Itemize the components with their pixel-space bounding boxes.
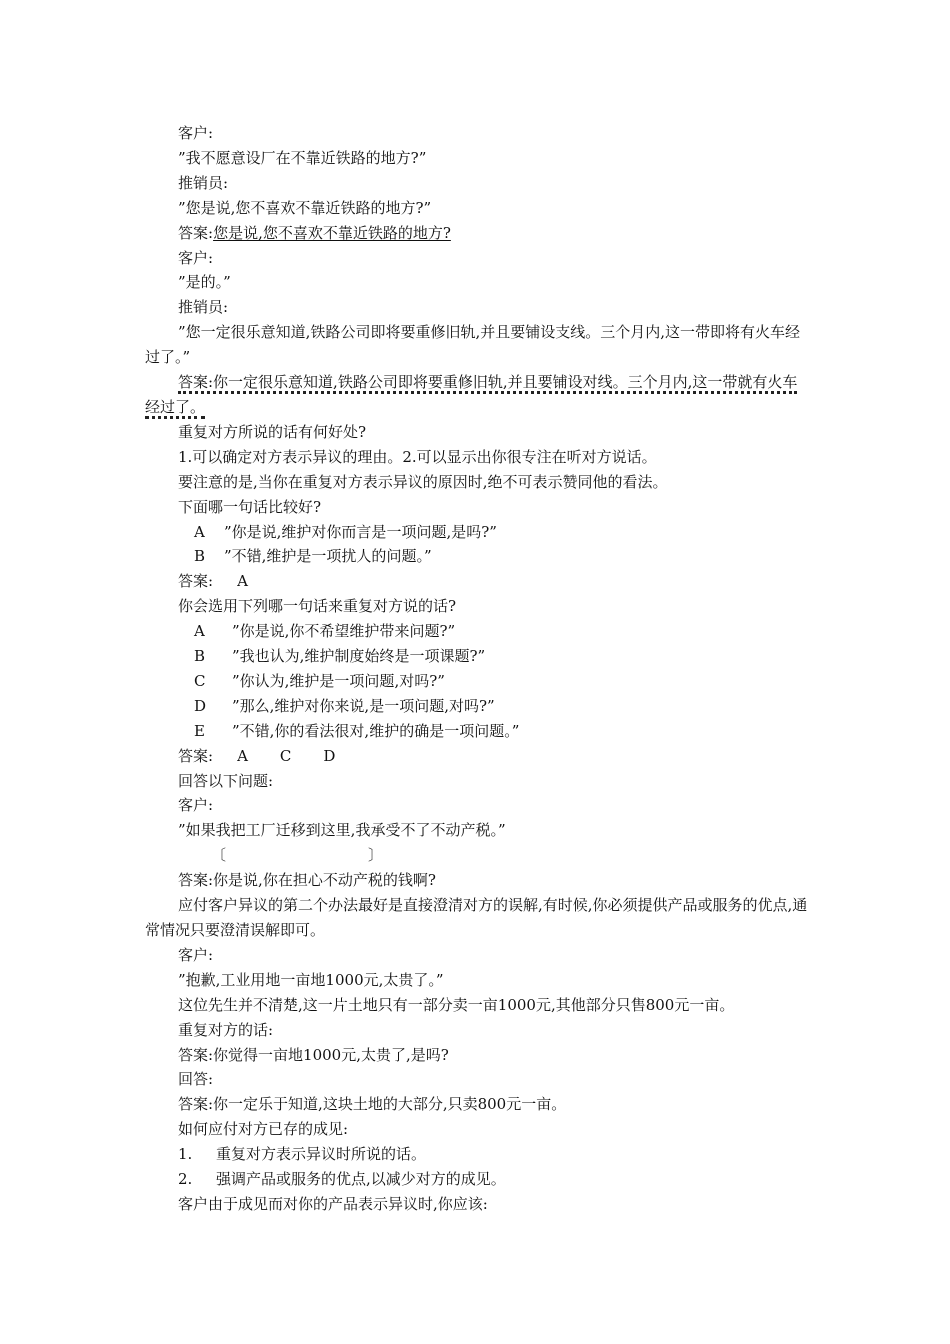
answer-line	[145, 744, 810, 769]
answer-line: 答案:你觉得一亩地1000元,太贵了,是吗?	[178, 1045, 449, 1064]
answer-value: A	[237, 572, 248, 591]
paragraph: 这位先生并不清楚,这一片土地只有一部分卖一亩1000元,其他部分只售800元一亩。	[178, 995, 735, 1014]
option-row	[145, 694, 810, 719]
option-row	[145, 644, 810, 669]
customer-quote: ”如果我把工厂迁移到这里,我承受不了不动产税。”	[178, 821, 506, 840]
benefits-line: 1.可以确定对方表示异议的理由。2.可以显示出你很专注在听对方说话。	[178, 447, 657, 466]
bracket-open: 〔	[211, 846, 227, 865]
option-text: ”不错,维护是一项扰人的问题。”	[224, 547, 432, 566]
list-item	[145, 1167, 810, 1192]
option-row	[145, 669, 810, 694]
speaker-customer: 客户:	[178, 248, 214, 267]
option-text: ”你认为,维护是一项问题,对吗?”	[232, 671, 445, 690]
section-heading: 重复对方的话:	[178, 1020, 274, 1039]
answer-line	[145, 221, 810, 246]
question-2: 你会选用下列哪一句话来重复对方说的话?	[178, 597, 457, 616]
note-line: 要注意的是,当你在重复对方表示异议的原因时,绝不可表示赞同他的看法。	[178, 472, 668, 491]
option-text: ”我也认为,维护制度始终是一项课题?”	[232, 647, 486, 666]
speaker-customer: 客户:	[178, 124, 214, 142]
option-row	[145, 619, 810, 644]
list-item	[145, 1142, 810, 1167]
option-row	[145, 544, 810, 569]
answer-line: 答案:你一定乐于知道,这块土地的大部分,只卖800元一亩。	[178, 1095, 567, 1114]
option-text: ”你是说,你不希望维护带来问题?”	[232, 622, 456, 641]
option-text: ”不错,你的看法很对,维护的确是一项问题。”	[232, 721, 520, 740]
answer-underlined: 您是说,您不喜欢不靠近铁路的地方?	[213, 223, 451, 242]
option-letter: B	[194, 647, 206, 666]
customer-quote: ”我不愿意设厂在不靠近铁路的地方?”	[178, 148, 427, 167]
question-1: 下面哪一句话比较好?	[178, 497, 322, 516]
paragraph: 应付客户异议的第二个办法最好是直接澄清对方的误解,有时候,你必须提供产品或服务的优点,通常情况只要澄清误解即可。	[145, 896, 808, 939]
document-page	[145, 121, 810, 1217]
list-text: 强调产品或服务的优点,以减少对方的成见。	[216, 1170, 506, 1189]
option-letter: B	[194, 547, 206, 566]
option-letter: A	[194, 522, 205, 541]
option-letter: E	[194, 721, 205, 740]
option-text: ”你是说,维护对你而言是一项问题,是吗?”	[224, 522, 497, 541]
answer-value: A	[237, 746, 248, 765]
answer-dotted	[145, 370, 810, 420]
dotted-answer-text: 答案:你一定很乐意知道,铁路公司即将要重修旧轨,并且要铺设对线。三个月内,这一带就有火车经过了。	[145, 373, 797, 419]
speaker-customer: 客户:	[178, 796, 214, 815]
speaker-customer: 客户:	[178, 945, 214, 964]
blank-bracket	[145, 843, 810, 868]
option-letter: A	[194, 622, 205, 641]
customer-quote: ”是的。”	[178, 273, 231, 292]
speaker-salesman: 推销员:	[178, 173, 229, 192]
answer-line: 答案:你是说,你在担心不动产税的钱啊?	[178, 871, 436, 890]
option-text: ”那么,维护对你来说,是一项问题,对吗?”	[232, 696, 495, 715]
answer-label: 答案:	[178, 746, 214, 765]
section-heading: 如何应付对方已存的成见:	[178, 1120, 349, 1139]
paragraph: 客户由于成见而对你的产品表示异议时,你应该:	[178, 1194, 488, 1213]
answer-line	[145, 569, 810, 594]
option-letter: C	[194, 671, 206, 690]
section-heading: 回答以下问题:	[178, 771, 274, 790]
customer-quote: ”抱歉,工业用地一亩地1000元,太贵了。”	[178, 970, 444, 989]
section-heading: 回答:	[178, 1070, 214, 1089]
list-text: 重复对方表示异议时所说的话。	[216, 1145, 427, 1164]
option-row	[145, 520, 810, 545]
answer-label: 答案:	[178, 223, 214, 242]
list-number: 1.	[178, 1145, 193, 1164]
speaker-salesman: 推销员:	[178, 298, 229, 317]
salesman-quote: ”您一定很乐意知道,铁路公司即将要重修旧轨,并且要铺设支线。三个月内,这一带即将有火车经过了。”	[145, 323, 800, 367]
answer-value: C	[279, 746, 292, 765]
answer-label: 答案:	[178, 572, 214, 591]
salesman-quote: ”您是说,您不喜欢不靠近铁路的地方?”	[178, 198, 432, 217]
answer-value: D	[323, 746, 336, 765]
question-heading: 重复对方所说的话有何好处?	[178, 422, 367, 441]
option-row	[145, 719, 810, 744]
list-number: 2.	[178, 1170, 193, 1189]
bracket-close: 〕	[368, 846, 384, 865]
option-letter: D	[194, 696, 207, 715]
